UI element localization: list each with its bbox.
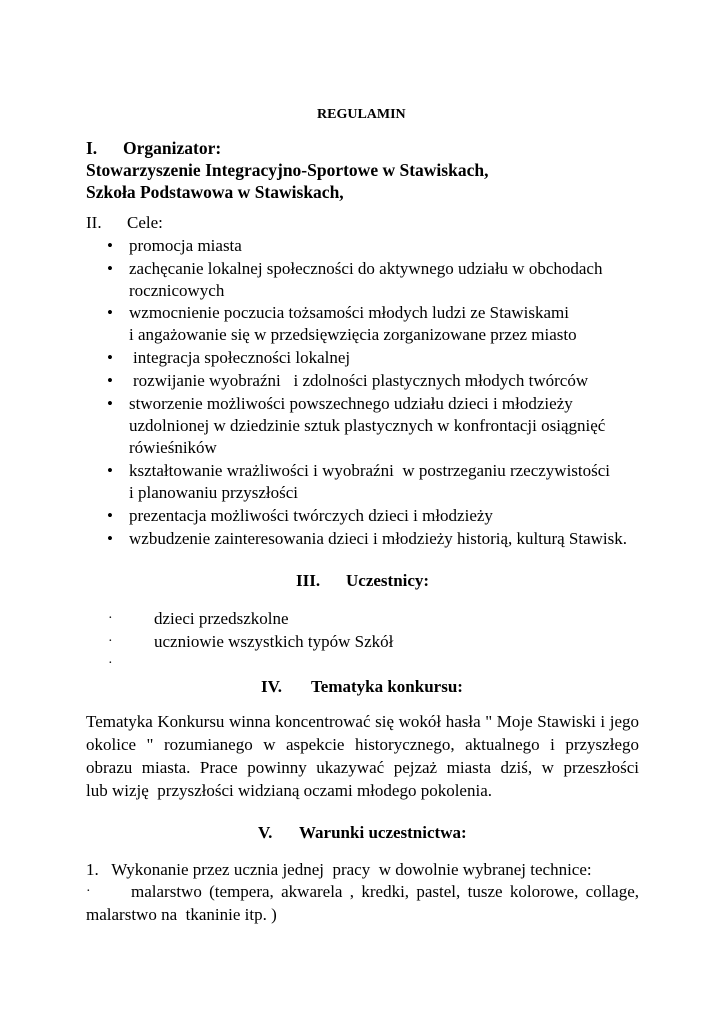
bullet-icon: •: [107, 236, 113, 255]
section-2-numeral: II.: [86, 213, 102, 232]
section-3-numeral: III.: [296, 571, 321, 590]
goal-item-2-line-2: rocznicowych: [129, 281, 225, 300]
technique-line-1: malarstwo (tempera, akwarela , kredki, pastel, tusze kolorowe, collage,: [131, 882, 639, 901]
bullet-icon: •: [107, 371, 113, 390]
section-4-numeral: IV.: [261, 677, 282, 696]
bullet-icon: •: [107, 529, 113, 548]
goal-item-9: wzbudzenie zainteresowania dzieci i młodzieży historią, kulturą Stawisk.: [129, 529, 628, 548]
technique-line-2: malarstwo na tkaninie itp. ): [86, 905, 277, 924]
goal-item-5: rozwijanie wyobraźni i zdolności plastycznych młodych twórców: [133, 371, 589, 390]
document-title: REGULAMIN: [317, 107, 406, 122]
participant-item-1: dzieci przedszkolne: [154, 609, 289, 628]
goal-item-7-line-1: kształtowanie wrażliwości i wyobraźni w postrzeganiu rzeczywistości: [129, 461, 611, 480]
theme-paragraph-line-2: okolice " rozumianego w aspekcie historycznego, aktualnego i przyszłego: [86, 735, 639, 754]
goal-item-8: prezentacja możliwości twórczych dzieci i młodzieży: [129, 506, 493, 525]
bullet-icon: •: [107, 348, 113, 367]
dot-icon: ·: [108, 611, 113, 626]
bullet-icon: •: [107, 394, 113, 413]
condition-point-1: 1. Wykonanie przez ucznia jednej pracy w dowolnie wybranej technice:: [86, 860, 592, 879]
section-5-numeral: V.: [258, 823, 273, 842]
section-5-heading: Warunki uczestnictwa:: [299, 823, 467, 842]
goal-item-3-line-2: i angażowanie się w przedsięwzięcia zorganizowane przez miasto: [129, 325, 577, 344]
section-3-heading: Uczestnicy:: [346, 571, 430, 590]
goal-item-7-line-2: i planowaniu przyszłości: [129, 483, 299, 502]
goal-item-3-line-1: wzmocnienie poczucia tożsamości młodych ludzi ze Stawiskami: [129, 303, 569, 322]
goal-item-6-line-2: uzdolnionej w dziedzinie sztuk plastycznych w konfrontacji osiągnięć: [129, 416, 606, 435]
section-1-numeral: I.: [86, 138, 98, 158]
participant-item-2: uczniowie wszystkich typów Szkół: [154, 632, 394, 651]
bullet-icon: •: [107, 461, 113, 480]
section-1-heading: Organizator:: [123, 138, 222, 158]
goal-item-4: integracja społeczności lokalnej: [133, 348, 351, 367]
dot-icon: ·: [108, 656, 113, 671]
section-4-heading: Tematyka konkursu:: [311, 677, 463, 696]
bullet-icon: •: [107, 303, 113, 322]
dot-icon: ·: [86, 884, 91, 899]
theme-paragraph-line-4: lub wizję przyszłości widzianą oczami młodego pokolenia.: [86, 781, 492, 800]
theme-paragraph-line-3: obrazu miasta. Prace powinny ukazywać pejzaż miasta dziś, w przeszłości: [86, 758, 639, 777]
organizer-line-2: Szkoła Podstawowa w Stawiskach,: [86, 182, 344, 202]
goal-item-6-line-3: rówieśników: [129, 438, 217, 457]
dot-icon: ·: [108, 634, 113, 649]
bullet-icon: •: [107, 259, 113, 278]
section-2-heading: Cele:: [127, 213, 163, 232]
theme-paragraph-line-1: Tematyka Konkursu winna koncentrować się wokół hasła " Moje Stawiski i jego: [86, 712, 639, 731]
goal-item-6-line-1: stworzenie możliwości powszechnego udziału dzieci i młodzieży: [129, 394, 573, 413]
organizer-line-1: Stowarzyszenie Integracyjno-Sportowe w Stawiskach,: [86, 160, 489, 180]
bullet-icon: •: [107, 506, 113, 525]
goal-item-2-line-1: zachęcanie lokalnej społeczności do aktywnego udziału w obchodach: [129, 259, 603, 278]
goal-item-1: promocja miasta: [129, 236, 242, 255]
